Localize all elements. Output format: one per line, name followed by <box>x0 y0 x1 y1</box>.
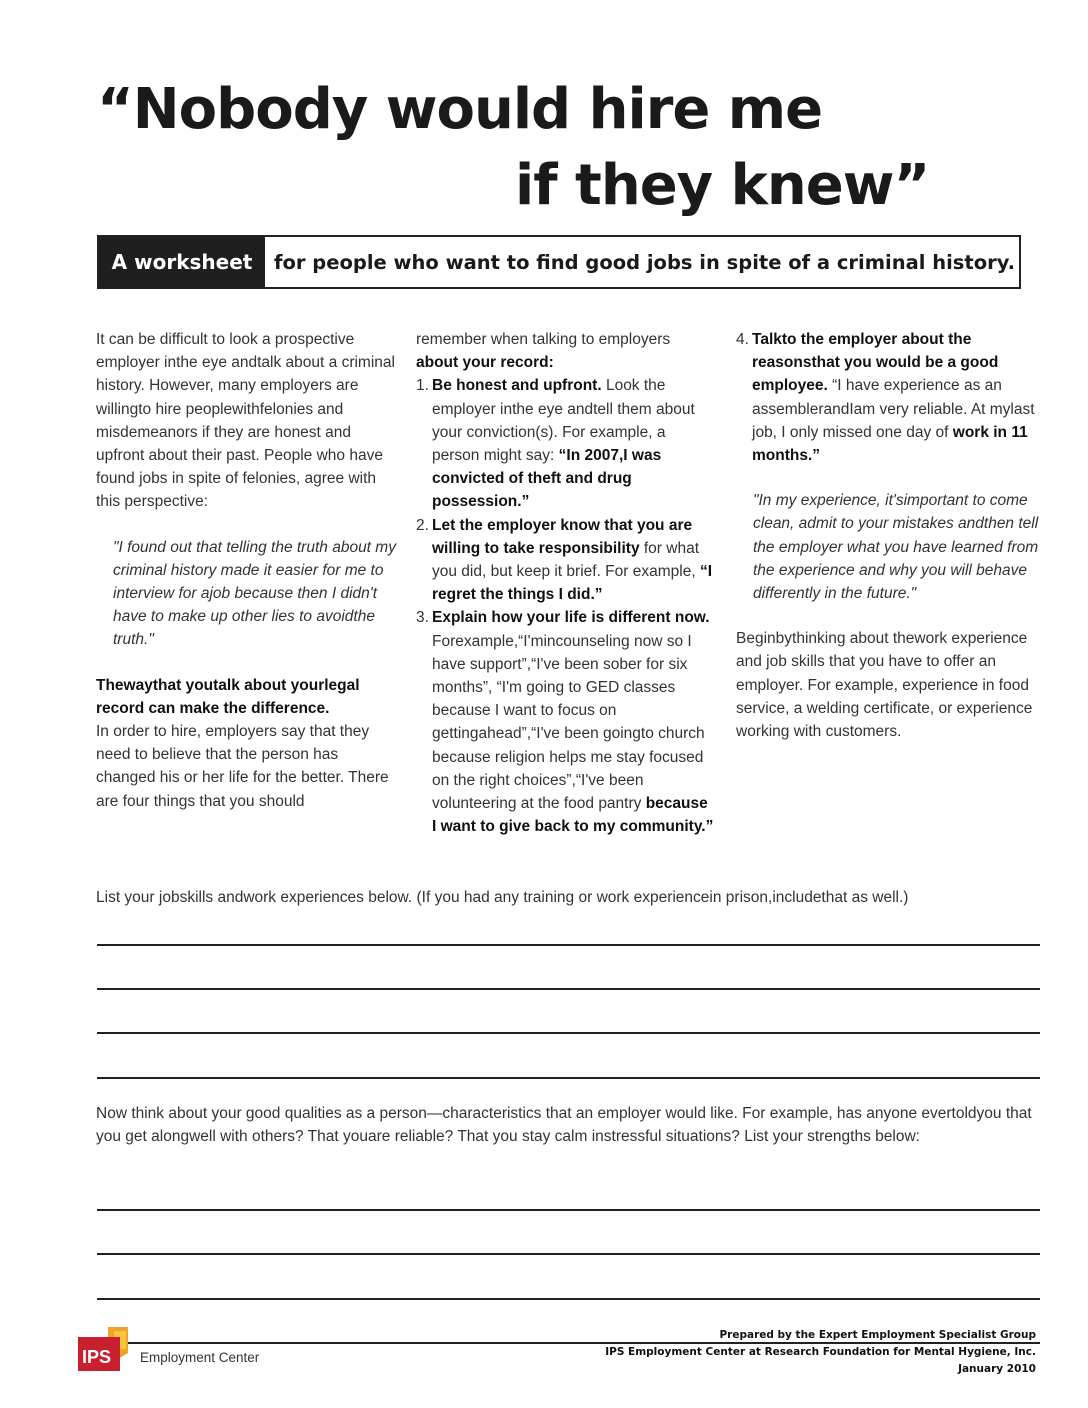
job-skills-write-line-1[interactable] <box>97 944 1040 946</box>
title-line-2: if they knew” <box>515 153 930 218</box>
title-line-1: “Nobody would hire me <box>97 77 823 142</box>
tips-list-continued <box>736 328 1046 467</box>
footer-date: January 2010 <box>958 1363 1036 1375</box>
job-skills-prompt: List your jobskills andwork experiences below. (If you had any training or work experiencein prison,includethat as well.) <box>96 889 909 906</box>
strengths-prompt: Now think about your good qualities as a person—characteristics that an employer would like. For example, has anyone evertoldyou that you get alongwell with others? That youare reliable? That you stay calm instressful situations? List your strengths below: <box>96 1105 1032 1145</box>
intro-paragraph: It can be difficult to look a prospective employer inthe eye andtalk about a criminal history. However, many employers are willingto hire peoplewithfelonies and misdemeanors if they are honest and upfront about their past. People who have found jobs in spite of felonies, agree with this perspective: <box>96 331 395 511</box>
banner-text: for people who want to find good jobs in spite of a criminal history. <box>274 250 1016 274</box>
column-1 <box>96 328 396 813</box>
footer-line-1: Prepared by the Expert Employment Specialist Group <box>719 1329 1036 1341</box>
body-paragraph: In order to hire, employers say that they need to believe that the person has changed his or her life for the better. There are four things that you should <box>96 723 389 810</box>
job-skills-write-line-2[interactable] <box>97 988 1040 990</box>
section-heading: Thewaythat youtalk about yourlegal record can make the difference. <box>96 676 360 717</box>
column-3 <box>736 328 1046 743</box>
job-skills-write-line-3[interactable] <box>97 1032 1040 1034</box>
worksheet-banner <box>97 235 1021 289</box>
footer-line-2: IPS Employment Center at Research Foundation for Mental Hygiene, Inc. <box>605 1346 1036 1358</box>
list-intro: remember when talking to employers about your record: <box>416 331 671 372</box>
banner-label: A worksheet <box>99 237 265 287</box>
list-item: 3. Explain how your life is different now. Forexample,“I'mincounseling now so I have support”,“I've been sober for six months”, “I'm going to GED classes because I want to focus on gettingahead”,“I've been goingto church because religion helps me stay focused on the right choices”,“I've been volunteering at the food pantry because I want to give back to my community.” <box>416 609 714 836</box>
testimonial-quote-1: "I found out that telling the truth about my criminal history made it easier for me to interview for ajob because then I didn't have to make up other lies to avoidthe truth." <box>113 538 396 649</box>
list-item: 4. Talkto the employer about the reasonsthat you would be a good employee. “I have experience as an assemblerandIam very reliable. At mylast job, I only missed one day of work in 11 months.” <box>736 331 1035 465</box>
ips-logo-mark: IPS <box>82 1347 112 1367</box>
strengths-write-line-1[interactable] <box>97 1209 1040 1211</box>
footer-credits <box>605 1327 1036 1378</box>
ips-logo-icon <box>78 1327 130 1373</box>
testimonial-quote-2: "In my experience, it'simportant to come clean, admit to your mistakes andthen tell the employer what you have learned from the experience and why you will behave differently in the future." <box>753 492 1039 603</box>
ips-logo <box>78 1327 259 1373</box>
list-item: 2. Let the employer know that you are willing to take responsibility for what you did, but keep it brief. For example, “I regret the things I did.” <box>416 516 713 604</box>
logo-text: Employment Center <box>140 1349 260 1365</box>
tips-list <box>416 374 716 838</box>
list-item: 1. Be honest and upfront. Look the employer inthe eye andtell them about your conviction(s). For example, a person might say: “In 2007,I was convicted of theft and drug possession.” <box>416 377 695 511</box>
column-2 <box>416 328 716 838</box>
strengths-write-line-3[interactable] <box>97 1298 1040 1300</box>
job-skills-write-line-4[interactable] <box>97 1077 1040 1079</box>
strengths-write-line-2[interactable] <box>97 1253 1040 1255</box>
body-paragraph-2: Beginbythinking about thework experience and job skills that you have to offer an employer. For example, experience in food service, a welding certificate, or experience working with customers. <box>736 630 1033 741</box>
